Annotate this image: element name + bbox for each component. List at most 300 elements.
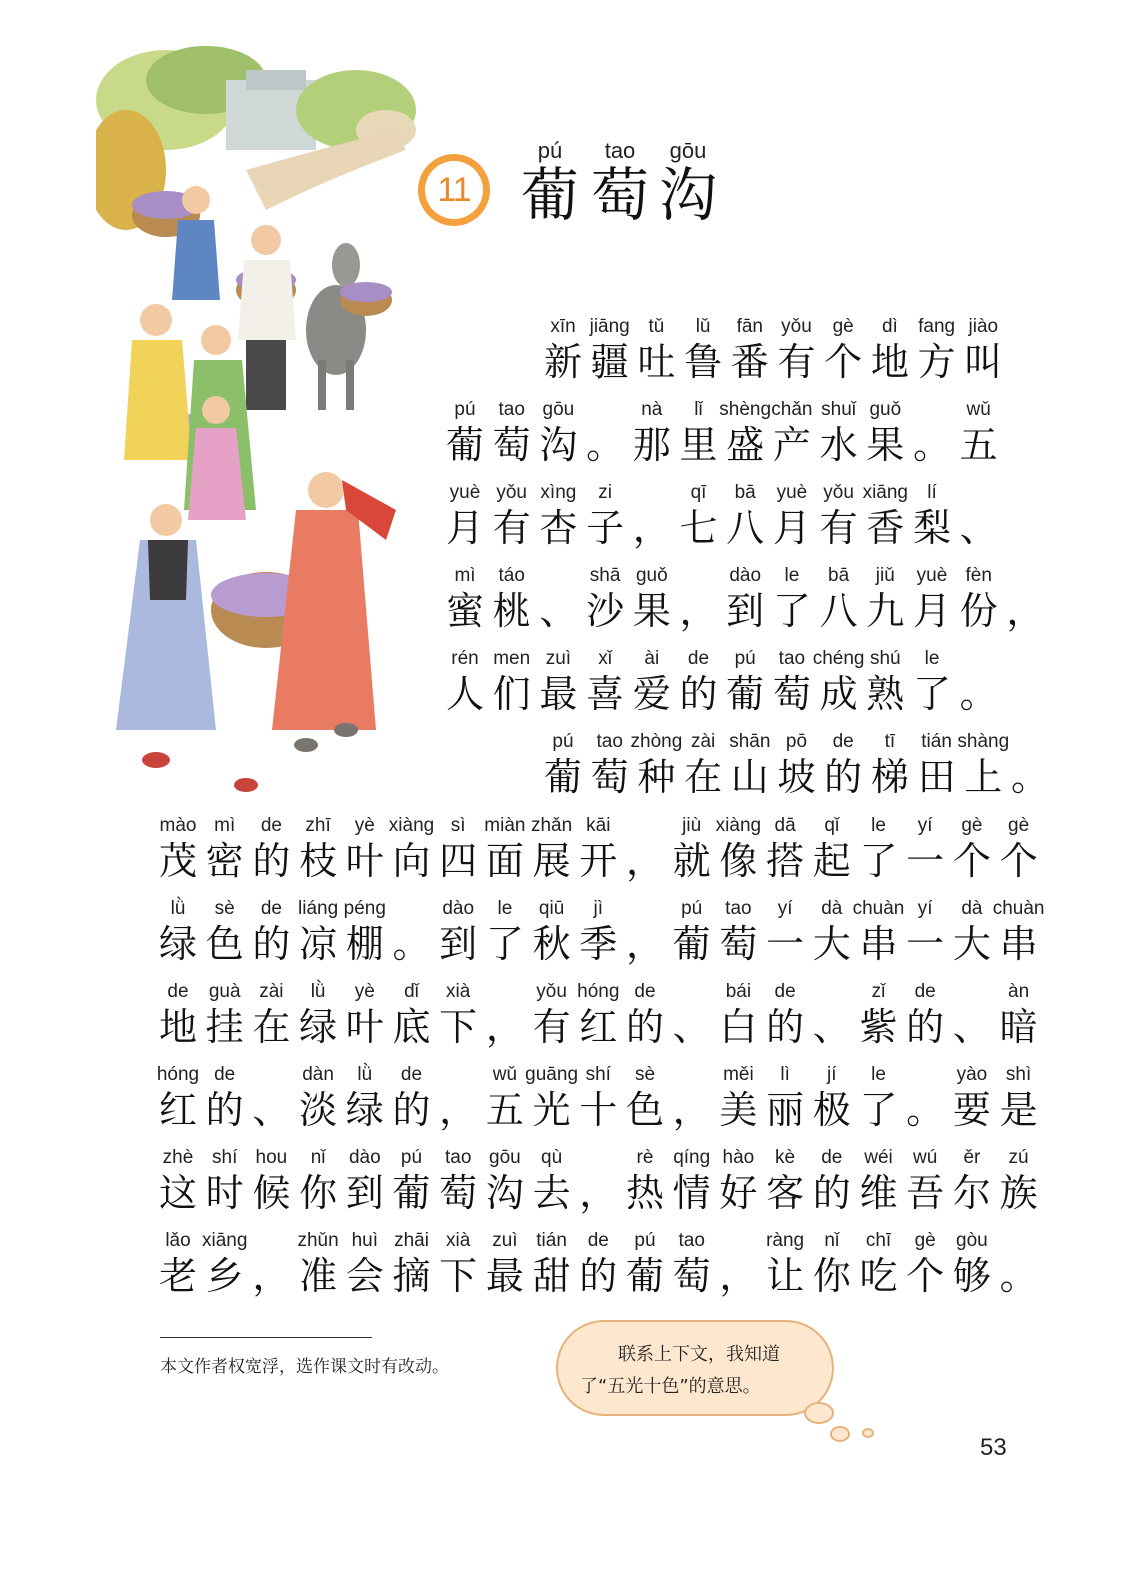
pinyin: zhè [162,1147,194,1168]
hanzi: 子 [586,506,625,550]
pinyin [982,565,1068,587]
pinyin: hóng [577,981,620,1002]
pinyin: tī [884,731,896,752]
hanzi: 、 [959,506,998,550]
hanzi: ， [579,1171,618,1215]
text-char [996,1064,1042,1134]
hanzi: 你 [299,1171,338,1215]
pinyin: pō [785,731,808,752]
pinyin: le [871,1064,886,1085]
pinyin: qíng [673,1147,711,1168]
pinyin: zuì [492,1230,518,1251]
hanzi: 萄 [439,1171,478,1215]
hanzi: 族 [999,1171,1038,1215]
hanzi: ， [625,839,664,883]
pinyin: jiù [682,815,702,836]
pinyin: xiàng [715,815,762,836]
hanzi: 葡 [543,755,582,799]
pinyin: yí [917,815,933,836]
text-char [992,898,1045,968]
footnote: 本文作者权宽浮，选作课文时有改动。 [160,1357,449,1377]
pinyin: shān [729,731,771,752]
hanzi: 秋 [532,922,571,966]
pinyin: le [497,898,513,919]
pinyin: xǐ [598,648,612,669]
pinyin: yǒu [536,981,567,1002]
hanzi: 香 [866,506,905,550]
page-number: 53 [980,1434,1007,1461]
hanzi: 尔 [952,1171,991,1215]
hanzi: 蜜 [445,589,484,633]
hanzi: 月 [772,506,811,550]
hanzi: 准 [299,1254,338,1298]
hanzi: 。 [959,672,998,716]
title-pinyin-2: tao [604,138,636,163]
hanzi: 的 [205,1088,244,1132]
hanzi: 吾 [906,1171,945,1215]
text-char [996,981,1042,1051]
hanzi: 有 [777,340,816,384]
hanzi: 杏 [539,506,578,550]
pinyin: dà [961,898,983,919]
hanzi: 果 [866,423,905,467]
hanzi: 八 [819,589,858,633]
pinyin: pú [454,399,476,420]
pinyin: yuè [776,482,808,503]
thought-bubble-line-2: 了“五光十色”的意思。 [580,1376,761,1397]
hanzi: 了 [859,839,898,883]
hanzi: 红 [158,1088,197,1132]
hanzi: 绿 [345,1088,384,1132]
pinyin: zhāi [394,1230,429,1251]
hanzi: 、 [812,1005,851,1049]
hanzi: 熟 [866,672,905,716]
pinyin: huì [351,1230,378,1251]
pinyin: jiǔ [875,565,895,586]
pinyin: nà [641,399,663,420]
pinyin: le [924,648,940,669]
pinyin: sè [634,1064,656,1085]
pinyin: àn [1008,981,1030,1002]
thought-bubble [556,1320,834,1416]
pinyin: shàng [957,731,1010,752]
hanzi: 要 [952,1088,991,1132]
hanzi: 一 [906,922,945,966]
hanzi: 有 [532,1005,571,1049]
text-char [996,815,1042,885]
pinyin: mì [214,815,236,836]
pinyin: zhī [305,815,331,836]
pinyin: gōu [489,1147,521,1168]
thought-bubble-line-1: 联系上下文，我知道 [618,1344,780,1365]
pinyin: fang [918,316,956,337]
pinyin: gè [832,316,854,337]
hanzi: 在 [252,1005,291,1049]
hanzi: 萄 [772,672,811,716]
hanzi: 。 [906,1088,945,1132]
hanzi: 人 [445,672,484,716]
hanzi: 让 [766,1254,805,1298]
hanzi: 沟 [485,1171,524,1215]
hanzi: 是 [999,1088,1038,1132]
hanzi: 。 [999,1254,1038,1298]
hanzi: 鲁 [684,340,723,384]
hanzi: 十 [579,1088,618,1132]
pinyin: gòu [956,1230,988,1251]
pinyin: fān [736,316,763,337]
pinyin: de [821,1147,843,1168]
hanzi: 热 [625,1171,664,1215]
text-char [960,316,1006,386]
hanzi: 。 [586,423,625,467]
pinyin: nǐ [310,1147,326,1168]
thought-bubble-dot [804,1402,834,1424]
hanzi: 候 [252,1171,291,1215]
pinyin: tǔ [648,316,665,337]
pinyin: zhòng [630,731,683,752]
lesson-number: 11 [425,161,483,219]
pinyin: de [214,1064,236,1085]
pinyin: zuì [545,648,572,669]
pinyin: xīn [550,316,576,337]
hanzi: 极 [812,1088,851,1132]
hanzi: 像 [719,839,758,883]
hanzi: 好 [719,1171,758,1215]
pinyin: yào [956,1064,988,1085]
hanzi: 田 [917,755,956,799]
hanzi: 吐 [637,340,676,384]
hanzi: 会 [345,1254,384,1298]
hanzi: 那 [632,423,671,467]
hanzi: 丽 [766,1088,805,1132]
pinyin: mào [159,815,197,836]
hanzi: 月 [912,589,951,633]
hanzi: 。 [1010,755,1049,799]
hanzi: 八 [726,506,765,550]
hanzi: 里 [679,423,718,467]
pinyin: dā [774,815,796,836]
pinyin: chī [865,1230,892,1251]
hanzi: 到 [726,589,765,633]
pinyin: xiāng [862,482,908,503]
hanzi: 水 [819,423,858,467]
pinyin: tián [536,1230,567,1251]
hanzi: 红 [579,1005,618,1049]
hanzi: 就 [672,839,711,883]
pinyin: wǔ [966,399,991,420]
hanzi: 底 [392,1005,431,1049]
hanzi: 九 [866,589,905,633]
hanzi: 凉 [299,922,338,966]
pinyin: liáng [298,898,339,919]
pinyin: jiāng [589,316,630,337]
hanzi: 向 [392,839,431,883]
hanzi: 个 [952,839,991,883]
pinyin: de [260,815,282,836]
pinyin [936,648,1022,670]
pinyin: péng [343,898,386,919]
pinyin: shú [869,648,901,669]
hanzi: 种 [637,755,676,799]
pinyin: lǎo [165,1230,191,1251]
pinyin: měi [723,1064,754,1085]
pinyin: de [774,981,796,1002]
hanzi: 萄 [590,755,629,799]
hanzi: 七 [679,506,718,550]
pinyin: kāi [586,815,611,836]
lesson-number-badge [418,154,490,226]
hanzi: 最 [539,672,578,716]
pinyin: ài [644,648,660,669]
hanzi: 的 [252,922,291,966]
pinyin: jì [593,898,604,919]
pinyin: bā [734,482,756,503]
illustration-grape-harvest [96,40,426,800]
thought-bubble-dot [830,1426,850,1442]
pinyin: yí [777,898,793,919]
hanzi: 的 [392,1088,431,1132]
pinyin: qù [541,1147,563,1168]
pinyin: shí [212,1147,238,1168]
hanzi: 坡 [777,755,816,799]
pinyin: de [687,648,710,669]
pinyin: dào [442,898,475,919]
text-char [996,1147,1042,1217]
hanzi: 下 [439,1005,478,1049]
hanzi: 月 [445,506,484,550]
hanzi: 串 [999,922,1038,966]
hanzi: 了 [772,589,811,633]
text-char [996,1230,1042,1300]
pinyin: ěr [963,1147,981,1168]
hanzi: 到 [345,1171,384,1215]
hanzi: 桃 [492,589,531,633]
pinyin: wéi [864,1147,893,1168]
hanzi: 面 [485,839,524,883]
hanzi: 萄 [672,1254,711,1298]
hanzi: 你 [812,1254,851,1298]
hanzi: 维 [859,1171,898,1215]
hanzi: 叫 [964,340,1003,384]
hanzi: 五 [485,1088,524,1132]
footnote-divider [160,1337,372,1338]
text-char [1002,565,1048,635]
pinyin: yuè [449,482,481,503]
hanzi: 去 [532,1171,571,1215]
pinyin: lǜ [357,1064,373,1085]
pinyin: pú [634,1230,656,1251]
hanzi: ， [625,922,664,966]
pinyin: tián [921,731,952,752]
pinyin: jiào [968,316,999,337]
hanzi: 方 [917,340,956,384]
pinyin: zǐ [871,981,886,1002]
hanzi: 新 [543,340,582,384]
hanzi: ， [439,1088,478,1132]
pinyin: jí [827,1064,837,1085]
hanzi: 们 [492,672,531,716]
pinyin: guāng [525,1064,579,1085]
hanzi: 地 [870,340,909,384]
thought-bubble-dot [862,1428,874,1438]
hanzi: 吃 [859,1254,898,1298]
hanzi: 个 [906,1254,945,1298]
pinyin: shì [1005,1064,1032,1085]
pinyin: shí [585,1064,611,1085]
pinyin: de [260,898,282,919]
hanzi: 了 [912,672,951,716]
pinyin: gè [961,815,983,836]
pinyin [936,482,1022,504]
hanzi: 叶 [345,839,384,883]
hanzi: ， [1006,589,1045,633]
pinyin: mì [454,565,476,586]
pinyin: shuǐ [821,399,857,420]
pinyin: zhǎn [530,815,573,836]
pinyin: lǜ [170,898,186,919]
pinyin: xìng [540,482,577,503]
hanzi: 有 [819,506,858,550]
hanzi: 萄 [719,922,758,966]
hanzi: 棚 [345,922,384,966]
pinyin: zài [690,731,716,752]
pinyin: yí [917,898,933,919]
hanzi: 萄 [492,423,531,467]
title-hanzi-1: 葡 [520,161,579,229]
hanzi: 山 [730,755,769,799]
hanzi: 地 [158,1005,197,1049]
hanzi: 乡 [205,1254,244,1298]
hanzi: 葡 [672,922,711,966]
pinyin: fèn [965,565,992,586]
hanzi: 在 [684,755,723,799]
hanzi: 大 [952,922,991,966]
hanzi: 客 [766,1171,805,1215]
pinyin: yǒu [781,316,812,337]
pinyin: dàn [302,1064,334,1085]
hanzi: 季 [579,922,618,966]
pinyin: pú [400,1147,423,1168]
title-hanzi-3: 沟 [658,161,717,229]
hanzi: 美 [719,1088,758,1132]
pinyin: tao [444,1147,472,1168]
pinyin: bā [828,565,850,586]
pinyin: hóng [156,1064,200,1085]
pinyin: yuè [916,565,948,586]
pinyin: lǐ [694,399,703,420]
pinyin: qī [690,482,707,503]
hanzi: ， [485,1005,524,1049]
hanzi: 下 [439,1254,478,1298]
hanzi: 喜 [586,672,625,716]
pinyin: men [493,648,531,669]
hanzi: 的 [766,1005,805,1049]
hanzi: 葡 [726,672,765,716]
pinyin: yè [354,981,375,1002]
pinyin: gè [914,1230,936,1251]
pinyin: guǒ [869,399,902,420]
pinyin: miàn [484,815,526,836]
pinyin: nǐ [824,1230,840,1251]
hanzi: 梯 [870,755,909,799]
hanzi: 淡 [299,1088,338,1132]
hanzi: 的 [812,1171,851,1215]
hanzi: 起 [812,839,851,883]
pinyin: le [784,565,800,586]
pinyin: pú [552,731,574,752]
pinyin: de [400,1064,423,1085]
pinyin: zú [1008,1147,1029,1168]
pinyin [976,1230,1062,1252]
hanzi: 枝 [299,839,338,883]
pinyin: rén [451,648,479,669]
hanzi: 梨 [912,506,951,550]
pinyin: pú [734,648,756,669]
hanzi: 葡 [392,1171,431,1215]
pinyin: lí [927,482,937,503]
hanzi: 、 [672,1005,711,1049]
hanzi: 密 [205,839,244,883]
hanzi: 到 [439,922,478,966]
hanzi: 最 [485,1254,524,1298]
hanzi: 沟 [539,423,578,467]
pinyin: gōu [542,399,575,420]
hanzi: 绿 [158,922,197,966]
hanzi: 产 [772,423,811,467]
hanzi: 成 [819,672,858,716]
title-hanzi-2: 萄 [590,161,649,229]
pinyin: chuàn [992,898,1045,919]
hanzi: 、 [952,1005,991,1049]
pinyin: ràng [766,1230,805,1251]
hanzi: 个 [999,839,1038,883]
hanzi: 搭 [766,839,805,883]
hanzi: 绿 [299,1005,338,1049]
hanzi: 叶 [345,1005,384,1049]
pinyin: zhǔn [297,1230,339,1251]
hanzi: 的 [679,672,718,716]
hanzi: 有 [492,506,531,550]
pinyin: gè [1008,815,1030,836]
hanzi: 开 [579,839,618,883]
hanzi: 串 [859,922,898,966]
hanzi: 够 [952,1254,991,1298]
hanzi: 、 [539,589,578,633]
hanzi: 的 [252,839,291,883]
hanzi: 白 [719,1005,758,1049]
pinyin: hou [255,1147,288,1168]
pinyin: xiāng [201,1230,248,1251]
hanzi: ， [632,506,671,550]
pinyin: tao [678,1230,705,1251]
hanzi: 展 [532,839,571,883]
hanzi: 五 [959,423,998,467]
hanzi: 大 [812,922,851,966]
hanzi: 盛 [726,423,765,467]
pinyin: hào [722,1147,755,1168]
text-char [1007,731,1053,801]
hanzi: 葡 [445,423,484,467]
hanzi: 。 [392,922,431,966]
hanzi: 一 [766,922,805,966]
hanzi: 了 [485,922,524,966]
hanzi: 摘 [392,1254,431,1298]
pinyin: zi [598,482,612,503]
text-char [956,482,1002,552]
hanzi: 情 [672,1171,711,1215]
hanzi: 爱 [632,672,671,716]
text-char [956,399,1002,469]
